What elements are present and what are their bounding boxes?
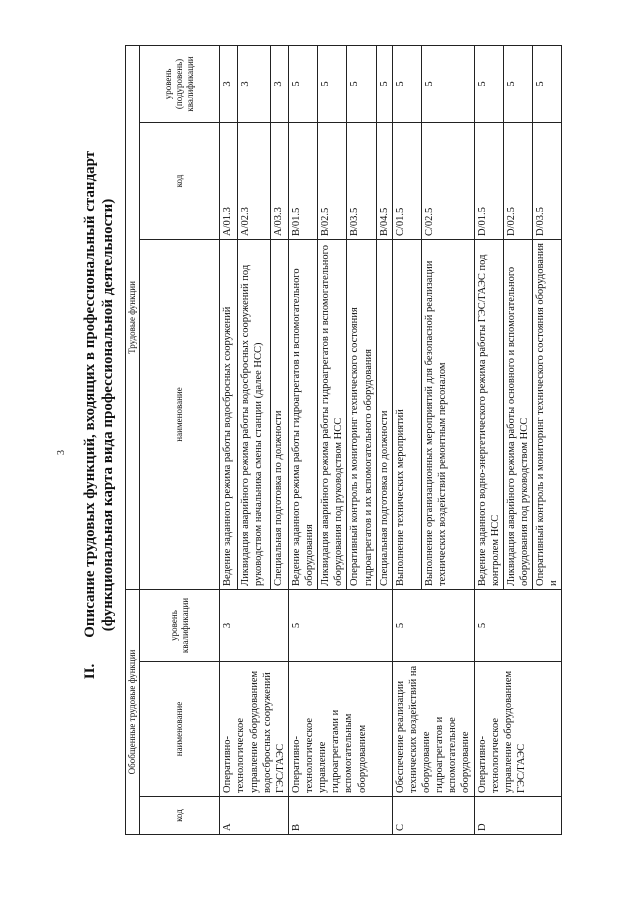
group-code: D — [474, 797, 562, 835]
function-level: 3 — [220, 45, 238, 122]
table-row — [220, 45, 238, 834]
labor-header: Трудовые функции — [126, 45, 140, 589]
group-level: 5 — [392, 589, 474, 661]
function-code: C/02.5 — [421, 122, 474, 239]
title-line-2: (функциональная карта вида профессиональной деятельности) — [100, 198, 116, 632]
function-name: Выполнение организационных мероприятий для безопасной реализации технических воздействий ремонтным персоналом — [421, 239, 474, 589]
level-header: уровень квалификации — [140, 589, 220, 661]
group-level: 5 — [288, 589, 392, 661]
page-number: 3 — [56, 450, 67, 455]
function-name: Ведение заданного водно-энергетического режима работы ГЭС/ГАЭС под контролем НСС — [474, 239, 503, 589]
function-code: B/01.5 — [288, 122, 317, 239]
function-name: Ликвидация аварийного режима работы водосбросных сооружений под руководством начальника смены станции (далее НСС) — [238, 239, 271, 589]
group-name: Оперативно-технологическое управление оборудованием ГЭС/ГАЭС — [474, 662, 562, 797]
function-level: 3 — [238, 45, 271, 122]
function-code: C/01.5 — [392, 122, 421, 239]
section-title — [82, 0, 99, 845]
name-header: наименование — [140, 662, 220, 797]
function-name: Выполнение технических мероприятий — [392, 239, 421, 589]
group-name: Обеспечение реализации технических воздействий на оборудование гидроагрегатов и вспомогательное оборудование — [392, 662, 474, 797]
function-level: 3 — [270, 45, 288, 122]
table-row — [392, 45, 421, 834]
function-level: 5 — [392, 45, 421, 122]
group-name: Оперативно-технологическое управление оборудованием водосбросных сооружений ГЭС/ГАЭС — [220, 662, 289, 797]
function-code: A/02.3 — [238, 122, 271, 239]
tf-name-header: наименование — [140, 239, 220, 589]
function-code: D/03.5 — [533, 122, 562, 239]
group-code: C — [392, 797, 474, 835]
function-name: Специальная подготовка по должности — [376, 239, 392, 589]
generalized-header: Обобщенные трудовые функции — [126, 589, 140, 834]
tf-code-header: код — [140, 122, 220, 239]
group-code: B — [288, 797, 392, 835]
function-level: 5 — [421, 45, 474, 122]
function-name: Ведение заданного режима работы водосбросных сооружений — [220, 239, 238, 589]
function-code: B/03.5 — [347, 122, 376, 239]
group-header-row — [126, 45, 140, 834]
title-line-1: Описание трудовых функций, входящих в профессиональный стандарт — [82, 150, 98, 638]
function-code: B/02.5 — [318, 122, 347, 239]
function-level: 5 — [347, 45, 376, 122]
function-code: A/01.3 — [220, 122, 238, 239]
function-name: Оперативный контроль и мониторинг технического состояния оборудования и — [533, 239, 562, 589]
group-code: A — [220, 797, 289, 835]
code-header: код — [140, 797, 220, 835]
function-code: A/03.3 — [270, 122, 288, 239]
function-level: 5 — [376, 45, 392, 122]
function-level: 5 — [474, 45, 503, 122]
function-level: 5 — [503, 45, 532, 122]
function-code: D/01.5 — [474, 122, 503, 239]
table-row — [288, 45, 317, 834]
sublevel-header: уровень (подуровень) квалификации — [140, 45, 220, 122]
group-level: 5 — [474, 589, 562, 661]
group-level: 3 — [220, 589, 289, 661]
function-level: 5 — [288, 45, 317, 122]
function-name: Ликвидация аварийного режима работы основного и вспомогательного оборудования под руководством НСС — [503, 239, 532, 589]
column-header-row — [140, 45, 220, 834]
function-level: 5 — [533, 45, 562, 122]
function-level: 5 — [318, 45, 347, 122]
table-row — [474, 45, 503, 834]
section-number: II. — [82, 663, 98, 680]
functional-map-table — [125, 45, 562, 835]
function-name: Оперативный контроль и мониторинг технического состояния гидроагрегатов и их вспомогательного оборудования — [347, 239, 376, 589]
function-name: Специальная подготовка по должности — [270, 239, 288, 589]
group-name: Оперативно-технологическое управление гидроагрегатами и вспомогательным оборудованием — [288, 662, 392, 797]
table-body — [220, 45, 562, 834]
function-name: Ликвидация аварийного режима работы гидроагрегатов и вспомогательного оборудования под руководством НСС — [318, 239, 347, 589]
function-name: Ведение заданного режима работы гидроагрегатов и вспомогательного оборудования — [288, 239, 317, 589]
function-code: D/02.5 — [503, 122, 532, 239]
function-code: B/04.5 — [376, 122, 392, 239]
